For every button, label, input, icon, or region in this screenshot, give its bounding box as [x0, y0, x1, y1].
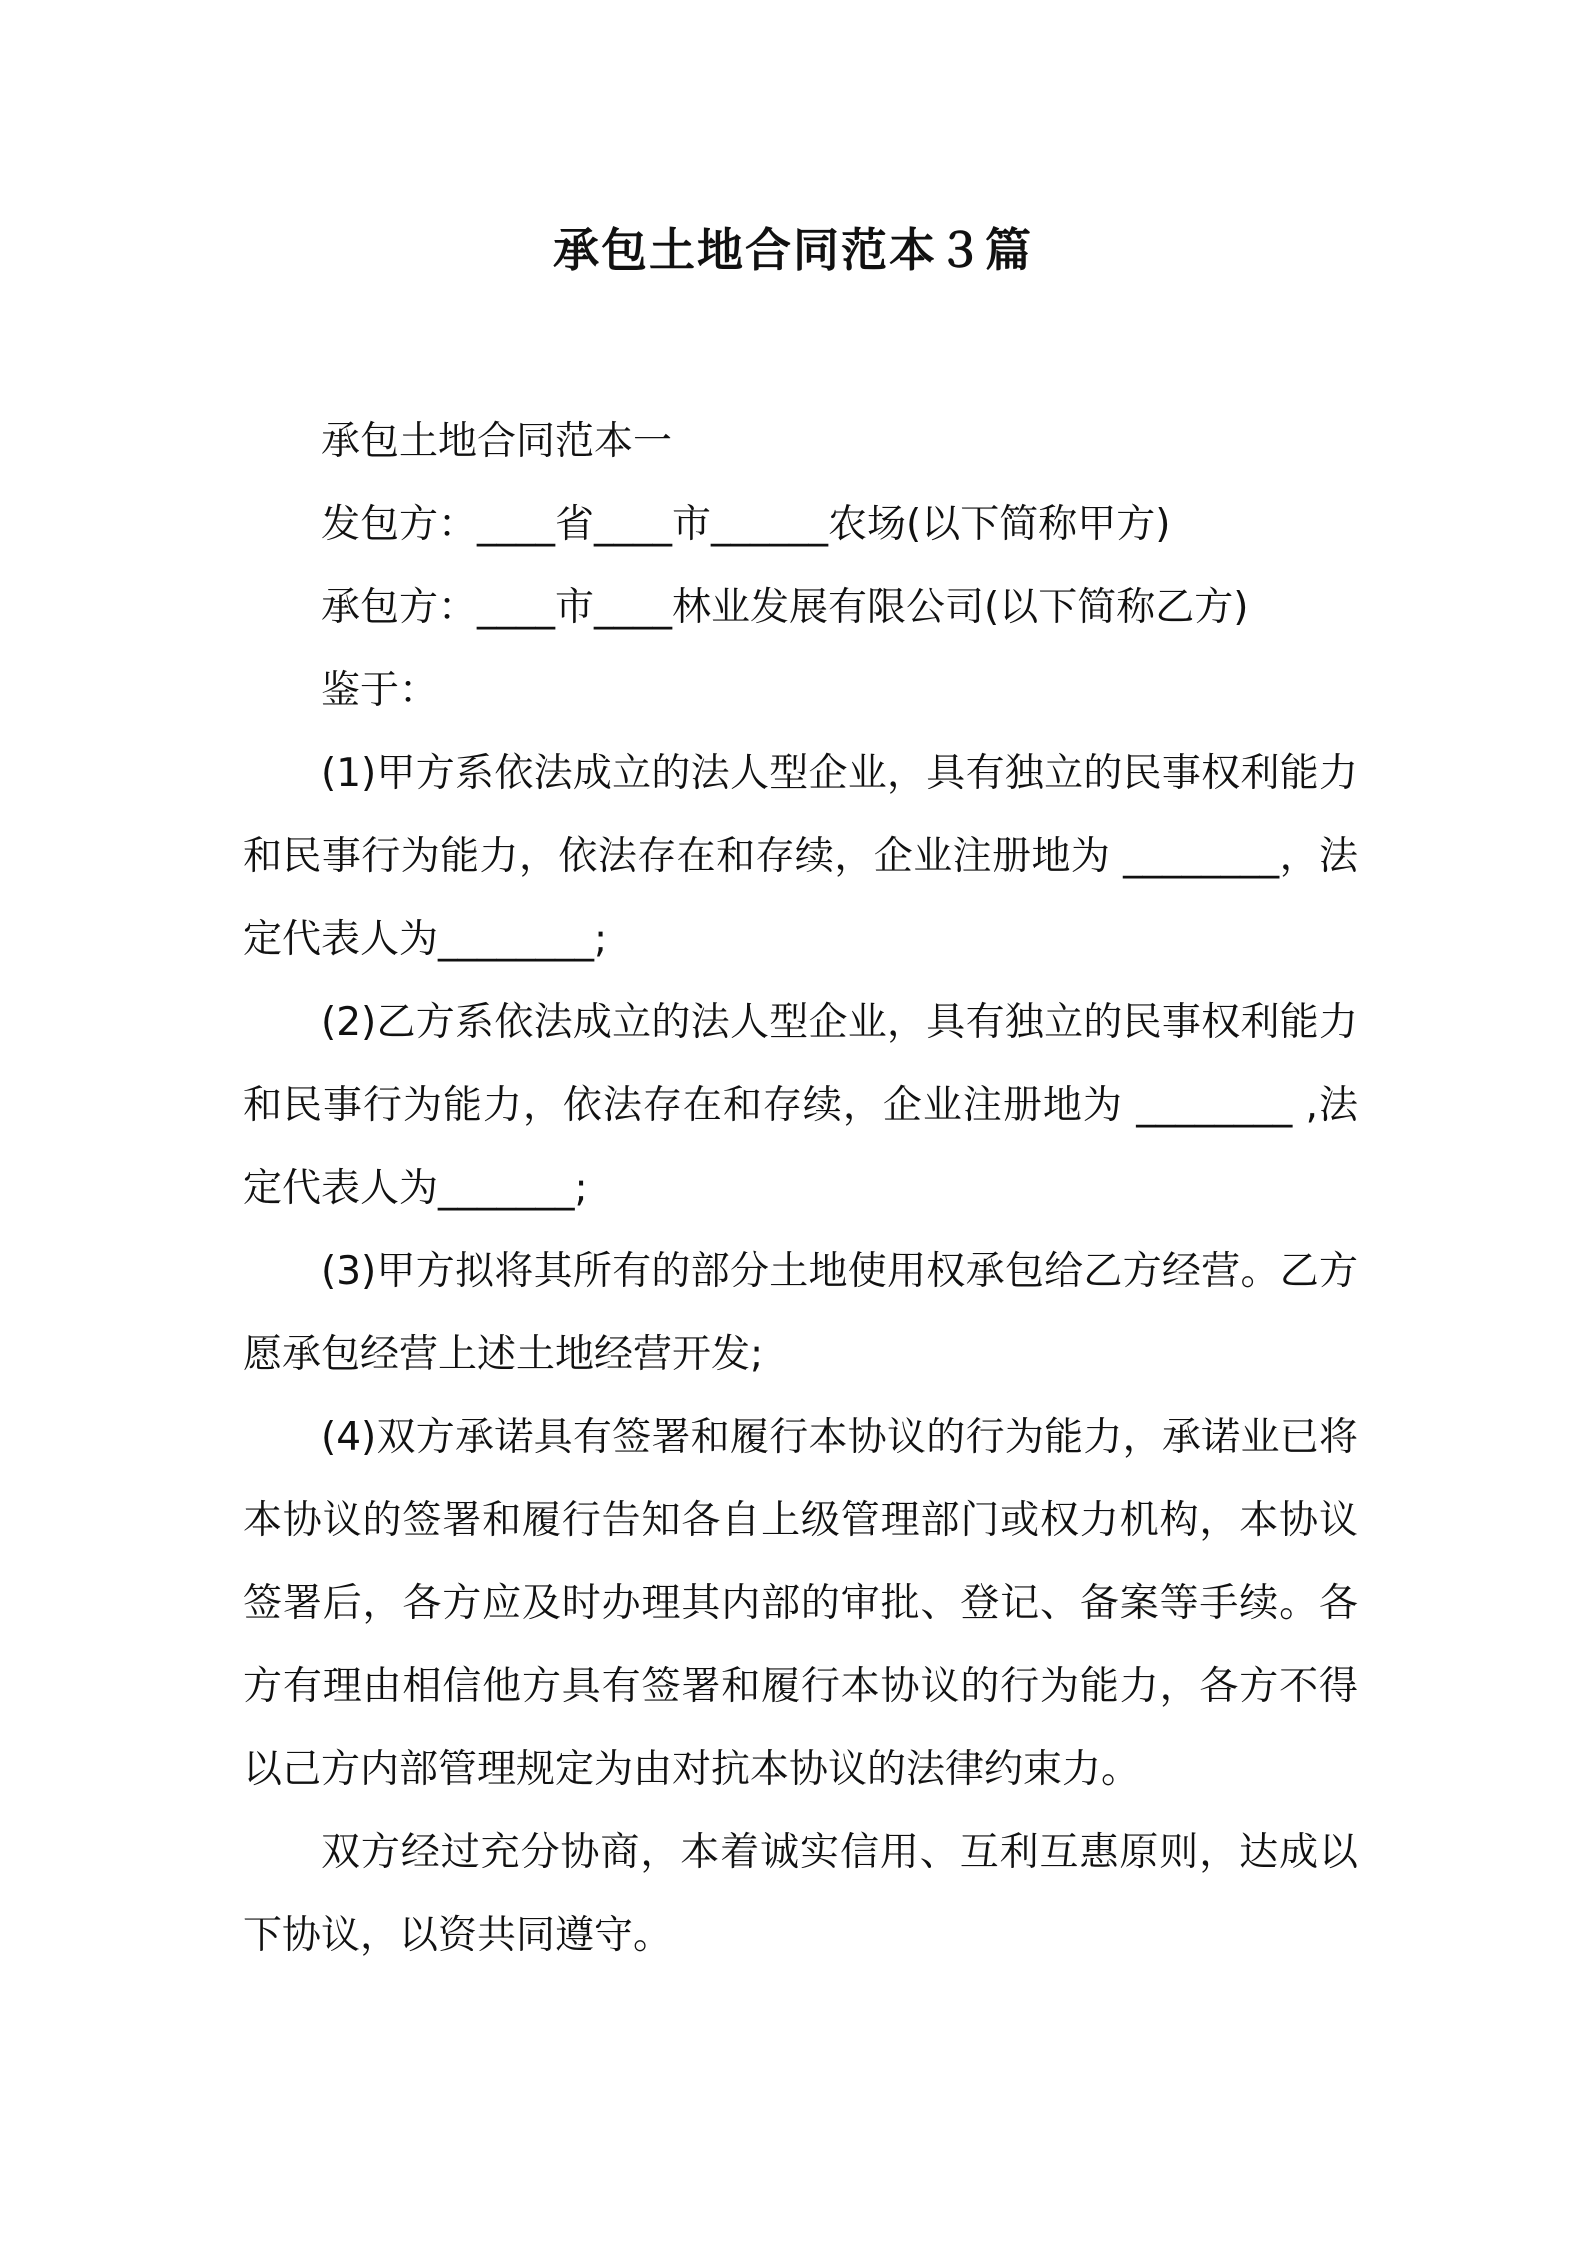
party-a-line: 发包方：____省____市______农场(以下简称甲方) [321, 502, 1171, 547]
whereas-label: 鉴于： [321, 668, 439, 713]
agreement-intro: 双方经过充分协商，本着诚实信用、互利互惠原则，达成以下协议，以资共同遵守。 [243, 1830, 1358, 1958]
document-body [243, 400, 1358, 1977]
section-heading: 承包土地合同范本一 [321, 419, 673, 464]
recital-1: (1)甲方系依法成立的法人型企业，具有独立的民事权利能力和民事行为能力，依法存在和存续，企业注册地为 ________，法定代表人为________; [243, 751, 1358, 962]
document-title: 承包土地合同范本３篇 [553, 223, 1033, 277]
recital-2: (2)乙方系依法成立的法人型企业，具有独立的民事权利能力和民事行为能力，依法存在和存续，企业注册地为 ________ ,法定代表人为_______; [243, 1000, 1358, 1211]
recital-4: (4)双方承诺具有签署和履行本协议的行为能力，承诺业已将本协议的签署和履行告知各自上级管理部门或权力机构，本协议签署后，各方应及时办理其内部的审批、登记、备案等手续。各方有理由相信他方具有签署和履行本协议的行为能力，各方不得以己方内部管理规定为由对抗本协议的法律约束力。 [243, 1415, 1358, 1792]
recital-3: (3)甲方拟将其所有的部分土地使用权承包给乙方经营。乙方愿承包经营上述土地经营开发; [243, 1249, 1358, 1377]
party-b-line: 承包方：____市____林业发展有限公司(以下简称乙方) [321, 585, 1249, 630]
